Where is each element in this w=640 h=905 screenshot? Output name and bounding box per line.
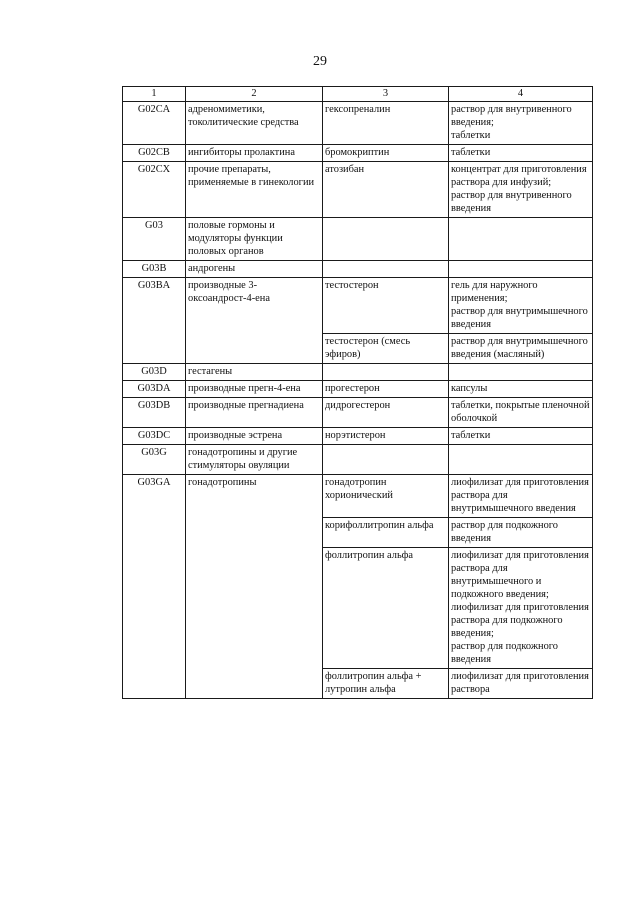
dosage-form-line: таблетки (451, 130, 491, 141)
dosage-form-line: раствор для внутримышечного введения (масляный) (451, 336, 588, 360)
group-cell: производные эстрена (186, 428, 323, 445)
group-cell: гестагены (186, 364, 323, 381)
atc-code-cell: G03G (123, 445, 186, 475)
drug-name-cell: тестостерон (смесь эфиров) (323, 334, 449, 364)
column-header: 1 (123, 87, 186, 102)
dosage-form-cell (449, 475, 593, 518)
dosage-form-line: лиофилизат для приготовления раствора для подкожного введения; (451, 602, 589, 639)
group-cell: производные прегн-4-ена (186, 381, 323, 398)
dosage-form-cell (449, 261, 593, 278)
group-cell: адреномиметики, токолитические средства (186, 102, 323, 145)
atc-code-cell: G02CB (123, 145, 186, 162)
dosage-form-cell (449, 145, 593, 162)
dosage-form-line: лиофилизат для приготовления раствора (451, 671, 589, 695)
atc-code-cell: G03BA (123, 278, 186, 364)
dosage-form-line: раствор для подкожного введения (451, 520, 558, 544)
drug-name-cell (323, 364, 449, 381)
dosage-form-cell (449, 162, 593, 218)
group-cell: гонадотропины (186, 475, 323, 699)
dosage-form-cell (449, 445, 593, 475)
dosage-form-line: лиофилизат для приготовления раствора для внутримышечного введения (451, 477, 589, 514)
drug-name-cell: фоллитропин альфа + лутропин альфа (323, 669, 449, 699)
dosage-form-line: концентрат для приготовления раствора для инфузий; (451, 164, 587, 188)
group-cell: андрогены (186, 261, 323, 278)
dosage-form-cell (449, 548, 593, 669)
atc-code-cell: G03DB (123, 398, 186, 428)
drug-name-cell: гексопреналин (323, 102, 449, 145)
page-number: 29 (313, 54, 327, 69)
table-row (123, 261, 593, 278)
group-cell: гонадотропины и другие стимуляторы овуляции (186, 445, 323, 475)
dosage-form-line: раствор для внутривенного введения; (451, 104, 572, 128)
table-row (123, 162, 593, 218)
atc-code-cell: G03DA (123, 381, 186, 398)
drug-table (122, 86, 593, 699)
atc-code-cell: G03D (123, 364, 186, 381)
atc-code-cell: G03 (123, 218, 186, 261)
dosage-form-line: раствор для внутривенного введения (451, 190, 572, 214)
drug-name-cell (323, 218, 449, 261)
group-cell: производные прегнадиена (186, 398, 323, 428)
group-cell: половые гормоны и модуляторы функции половых органов (186, 218, 323, 261)
drug-name-cell (323, 445, 449, 475)
drug-name-cell: тестостерон (323, 278, 449, 334)
dosage-form-cell (449, 278, 593, 334)
column-header: 4 (449, 87, 593, 102)
group-cell: ингибиторы пролактина (186, 145, 323, 162)
drug-name-cell (323, 261, 449, 278)
drug-name-cell: дидрогестерон (323, 398, 449, 428)
atc-code-cell: G03DC (123, 428, 186, 445)
dosage-form-cell (449, 334, 593, 364)
table-row (123, 102, 593, 145)
dosage-form-line: гель для наружного применения; (451, 280, 538, 304)
drug-name-cell: атозибан (323, 162, 449, 218)
dosage-form-line: раствор для внутримышечного введения (451, 306, 588, 330)
column-header: 3 (323, 87, 449, 102)
dosage-form-cell (449, 428, 593, 445)
atc-code-cell: G02CA (123, 102, 186, 145)
dosage-form-cell (449, 669, 593, 699)
drug-name-cell: фоллитропин альфа (323, 548, 449, 669)
column-header: 2 (186, 87, 323, 102)
dosage-form-line: таблетки (451, 430, 491, 441)
dosage-form-cell (449, 364, 593, 381)
dosage-form-line: таблетки (451, 147, 491, 158)
table-row (123, 218, 593, 261)
dosage-form-line: капсулы (451, 383, 488, 394)
dosage-form-line: лиофилизат для приготовления раствора для внутримышечного и подкожного введения; (451, 550, 589, 600)
atc-code-cell: G02CX (123, 162, 186, 218)
dosage-form-line: раствор для подкожного введения (451, 641, 558, 665)
drug-name-cell: гонадотропин хорионический (323, 475, 449, 518)
drug-name-cell: бромокриптин (323, 145, 449, 162)
table-row (123, 398, 593, 428)
table-body (123, 102, 593, 699)
dosage-form-cell (449, 381, 593, 398)
dosage-form-cell (449, 398, 593, 428)
group-cell: прочие препараты, применяемые в гинекологии (186, 162, 323, 218)
drug-name-cell: прогестерон (323, 381, 449, 398)
table-row (123, 381, 593, 398)
dosage-form-cell (449, 218, 593, 261)
dosage-form-cell (449, 102, 593, 145)
dosage-form-line: таблетки, покрытые пленочной оболочкой (451, 400, 590, 424)
table-row (123, 428, 593, 445)
group-cell: производные 3-оксоандрост-4-ена (186, 278, 323, 364)
atc-code-cell: G03B (123, 261, 186, 278)
table-row (123, 445, 593, 475)
table-row (123, 278, 593, 334)
atc-code-cell: G03GA (123, 475, 186, 699)
table-row (123, 475, 593, 518)
table-row (123, 145, 593, 162)
table-row (123, 364, 593, 381)
drug-name-cell: норэтистерон (323, 428, 449, 445)
header-row (123, 87, 593, 102)
dosage-form-cell (449, 518, 593, 548)
drug-name-cell: корифоллитропин альфа (323, 518, 449, 548)
